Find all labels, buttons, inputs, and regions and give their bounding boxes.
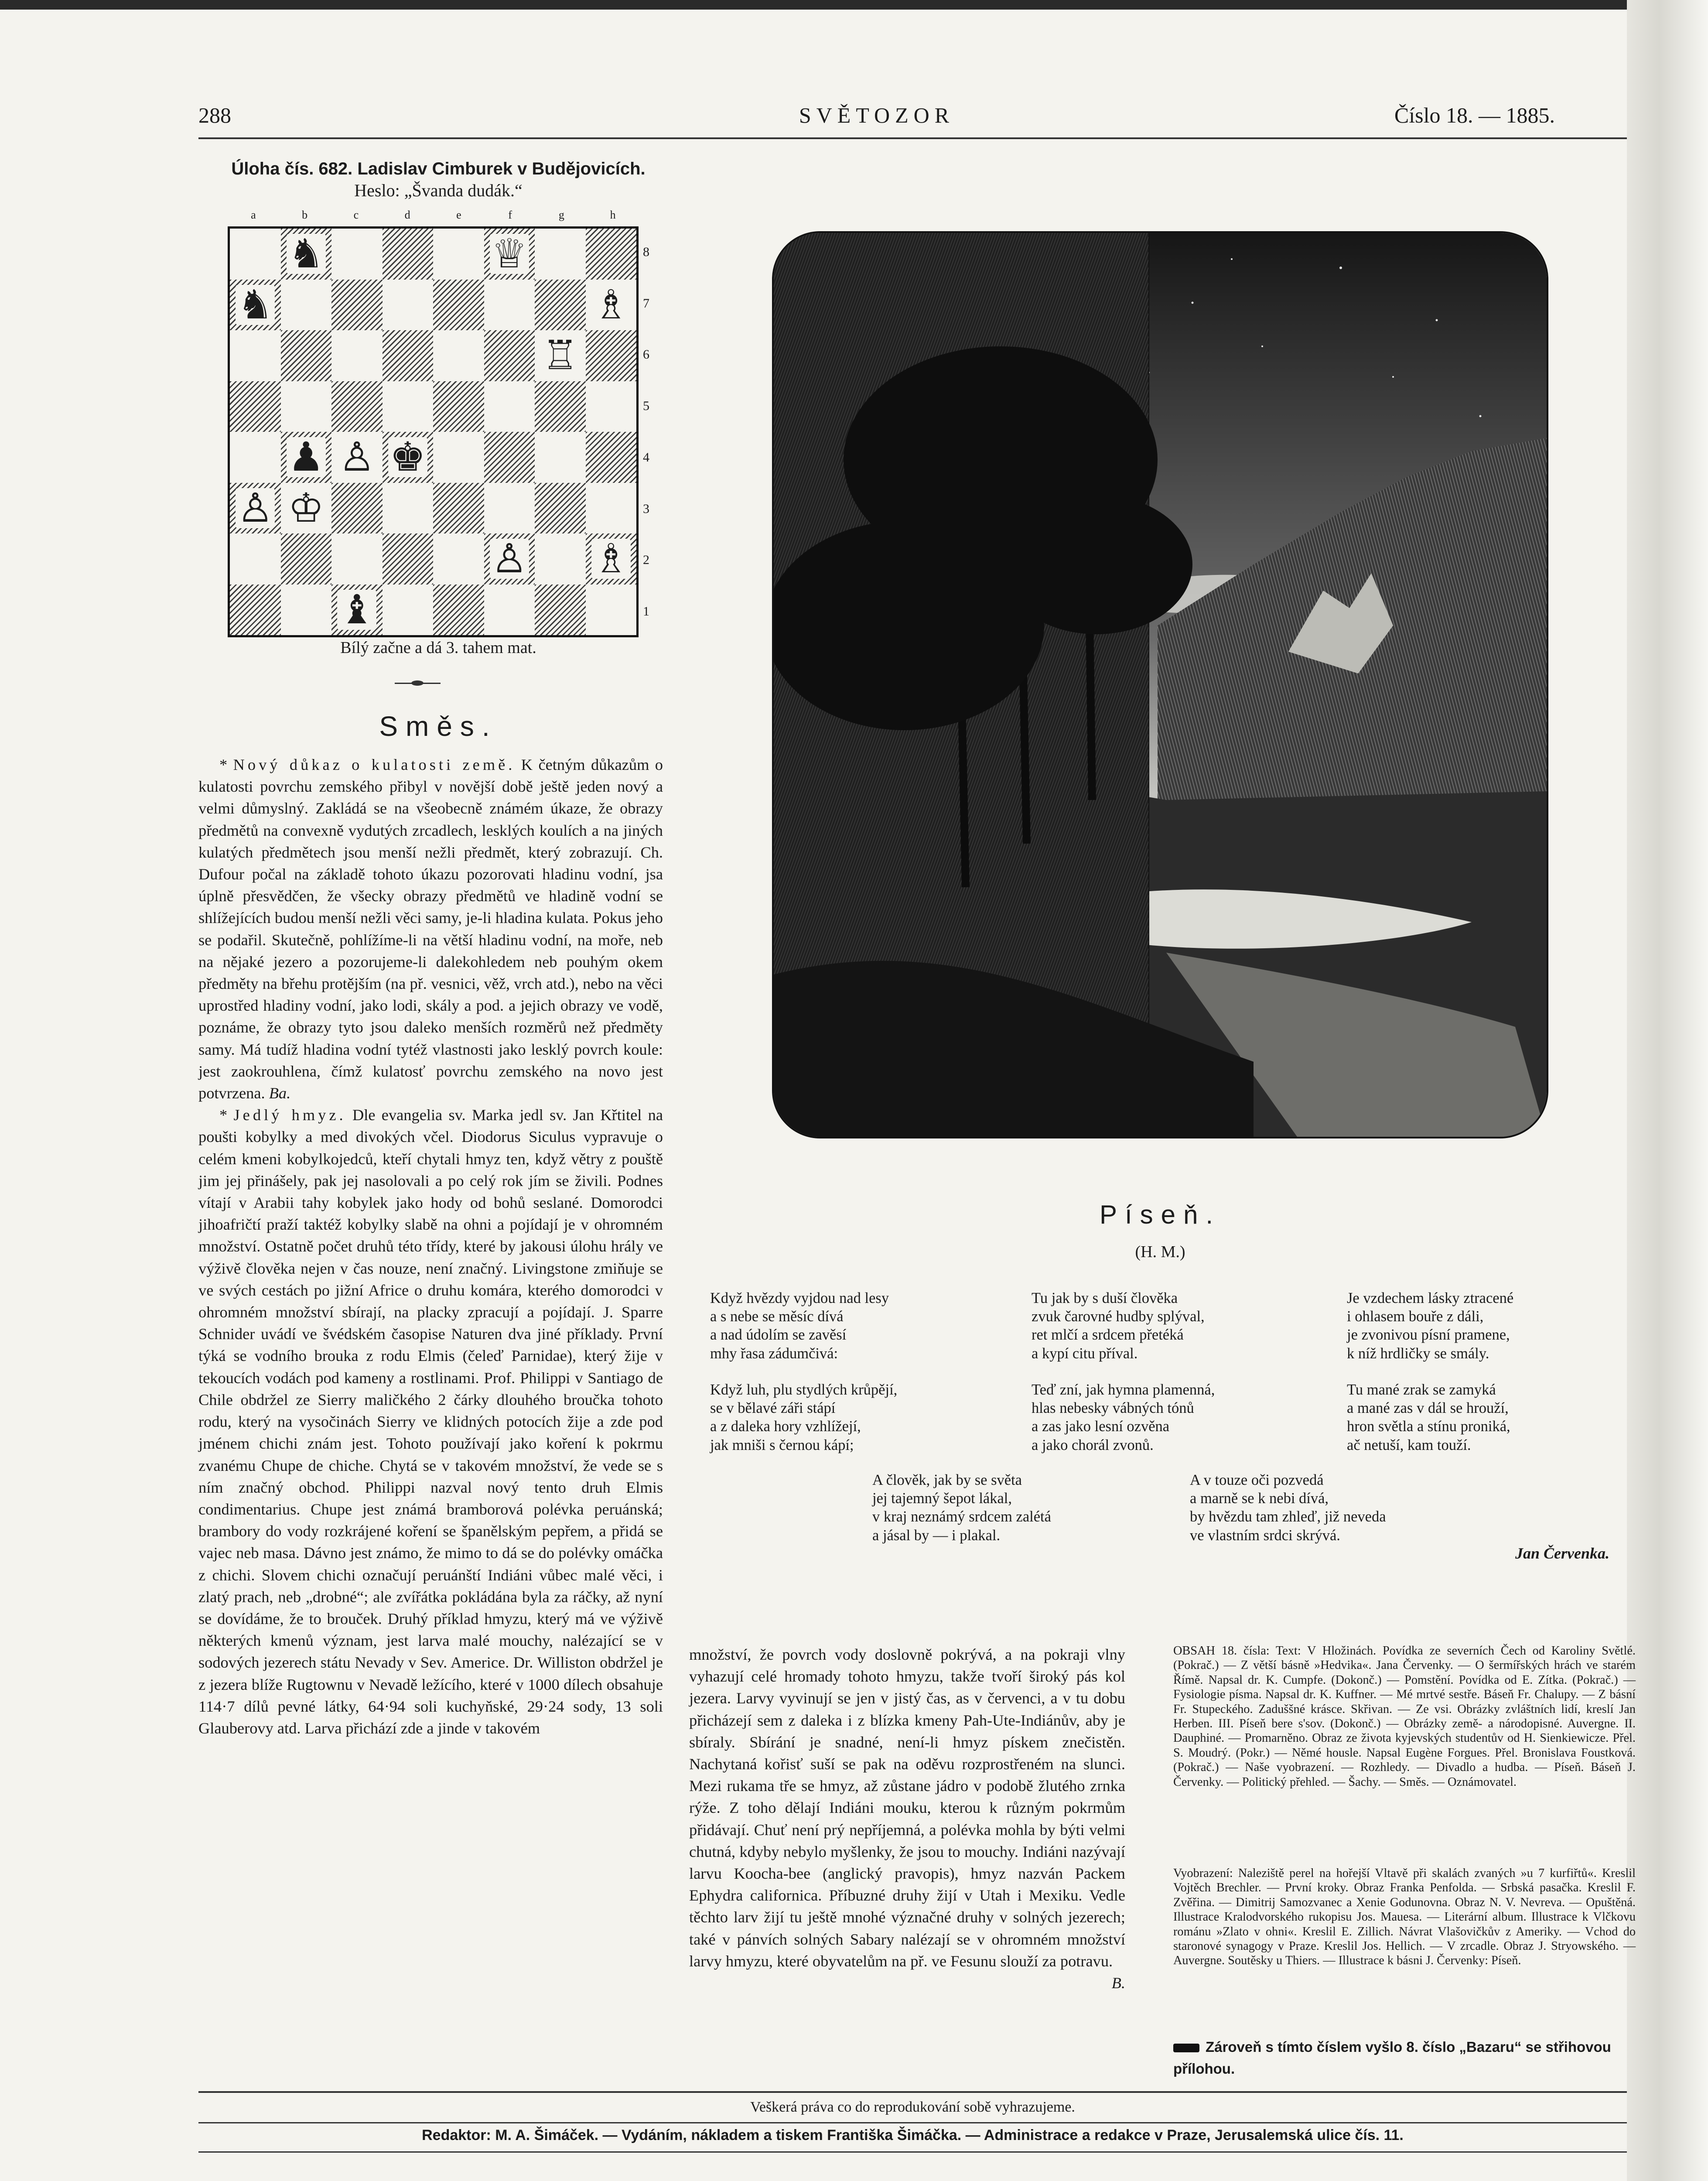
board-square	[230, 483, 281, 534]
board-square	[586, 483, 637, 534]
board-square	[383, 229, 434, 280]
board-square	[331, 432, 383, 483]
board-square	[433, 381, 484, 432]
chess-rank-labels	[643, 226, 656, 637]
file-label: f	[508, 209, 512, 221]
board-square	[535, 533, 586, 585]
board-square	[586, 533, 637, 585]
article-lead: Nový důkaz o kulatosti země.	[233, 756, 516, 773]
board-square	[484, 432, 535, 483]
chess-caption: Bílý začne a dá 3. tahem mat.	[340, 639, 536, 657]
board-square	[230, 432, 281, 483]
chess-piece-icon: ♟	[287, 437, 326, 477]
board-square	[586, 229, 637, 280]
rank-label: 1	[643, 604, 649, 619]
board-square	[331, 483, 383, 534]
article-lead: Jedlý hmyz.	[233, 1106, 346, 1124]
board-square	[281, 533, 332, 585]
board-square	[433, 483, 484, 534]
rank-label: 6	[643, 347, 649, 362]
chess-file-labels	[228, 209, 639, 222]
chess-problem-heading	[198, 158, 678, 202]
article-hmyz-continued	[689, 1644, 1125, 1992]
article-kulatost: * Nový důkaz o kulatosti země. K četným důkazům o kulatosti povrchu zemského přibyl v novější době ještě jeden nový a velmi důmyslný. Zakládá se na všeobecně známém úkaze, že obrazy předmětů na convexně vydutých zrcadlech, lesklých koulích a na jiných kulatých předmětech jsou menší nežli předmět, který zobrazují. Ch. Dufour počal na základě tohoto úkazu pozorovati hladinu vodní, jsa úplně přesvědčen, že všecky obrazy předmětů ve hladině vodní se shlížejících budou menší nežli věci samy, je-li hladina kulata. Pokus jeho se podařil. Skutečně, pohlížíme-li na větší hladinu vodní, na moře, neb na nějaké jezero a pozorujeme-li dalekohledem neb pouhým okem předměty na břehu protějším (na př. vesnici, věž, vrch atd.), nebo na věci uprostřed hladiny vodní, jako lodi, skály a pod. a jejich obrazy ve vodě, poznáme, že obrazy tyto jsou daleko menších rozměrů než předměty samy. Má tudíž hladina vodní tytéž vlastnosti jako lesklý povrch koule: jest zaokrouhlena, čímž kulatosť povrchu zemského na novo jest potvrzena. Ba.	[198, 756, 663, 1102]
chess-piece-icon: ♕	[490, 234, 529, 274]
rank-label: 5	[643, 399, 649, 414]
copyright-notice: Veškerá práva co do reprodukování sobě vyhrazujeme.	[750, 2099, 1075, 2115]
board-square	[230, 330, 281, 381]
supplement-notice	[1173, 2036, 1636, 2080]
file-label: g	[558, 209, 564, 221]
landscape-engraving	[772, 231, 1548, 1138]
board-square	[586, 432, 637, 483]
page-number: 288	[198, 103, 231, 127]
file-label: e	[456, 209, 461, 221]
poem-stanza: A člověk, jak by se světa jej tajemný šepot lákal, v kraj neznámý srdcem zalétá a jásal by — i plakal.	[872, 1472, 1051, 1544]
board-square	[281, 585, 332, 636]
board-square	[484, 533, 535, 585]
chess-piece-icon: ♞	[236, 285, 275, 325]
board-square	[586, 280, 637, 331]
board-square	[230, 585, 281, 636]
board-square	[484, 483, 535, 534]
board-square	[586, 381, 637, 432]
board-square	[281, 229, 332, 280]
board-square	[331, 381, 383, 432]
board-square	[230, 229, 281, 280]
board-square	[230, 381, 281, 432]
file-label: c	[353, 209, 359, 221]
article-body: množství, že povrch vody doslovně pokrývá, a na pokraji vlny vyhazují celé hromady tohoto hmyzu, takže tvoří široký pás kol jezera. Larvy vyvinují se jen v jistý čas, as v červenci, a v tu dobu přicházejí sem z daleka i z blízka kmeny Pah-Ute-Indiánův, aby je sbíraly. Sbírání je snadné, není-li hmyz pískem znečistěn. Nachytaná kořisť suší se pak na oděvu rozprostřeném na slunci. Mezi rukama tře se hmyz, až zůstane jádro v podobě žlutého zrnka rýže. Z toho dělají Indiáni mouku, kterou k různým pokrmům přidávají. Chuť není prý nepříjemná, a polévka mohla by býti velmi chutná, kdyby nebylo myšlenky, že jsou to mouchy. Indiáni nazývají larvu Koocha-bee (anglický pravopis), hmyz nazván Packem Ephydra californica. Příbuzné druhy žijí v Utah i Mexiku. Vedle těchto larv žijí tu ještě mnohé význačné druhy v solných jezerech; také v pánvích solných Sabary nalézají se v ohromném množství larvy hmyzu, které obyvatelům na př. ve Fesunu slouží za potravu.	[689, 1646, 1125, 1970]
rank-label: 8	[643, 244, 649, 259]
board-square	[230, 280, 281, 331]
board-square	[230, 533, 281, 585]
poem-stanza: Když hvězdy vyjdou nad lesy a s nebe se měsíc dívá a nad údolím se zavěsí mhy řasa zádumčivá:	[710, 1290, 889, 1362]
board-square	[535, 585, 586, 636]
board-square	[383, 330, 434, 381]
article-body: K četným důkazům o kulatosti povrchu zemského přibyl v novější době ještě jeden nový a velmi důmyslný. Zakládá se na všeobecně známém úkaze, že obrazy předmětů na convexně vydutých zrcadlech, lesklých koulích a na jiných kulatých předmětech jsou menší nežli předmět, který zobrazují. Ch. Dufour počal na základě tohoto úkazu pozorovati hladinu vodní, jsa úplně přesvědčen, že všecky obrazy předmětů ve hladině vodní se shlížejících budou menší nežli věci samy, je-li hladina kulata. Pokus jeho se podařil. Skutečně, pohlížíme-li na větší hladinu vodní, na moře, neb na nějaké jezero a pozorujeme-li dalekohledem neb pouhým okem předměty na břehu protějším (na př. vesnici, věž, vrch atd.), nebo na věci uprostřed hladiny vodní, jako lodi, skály a pod. a jejich obrazy ve vodě, poznáme, že obrazy tyto jsou daleko menších rozměrů než předměty samy. Má tudíž hladina vodní tytéž vlastnosti jako lesklý povrch koule: jest zaokrouhlena, čímž kulatosť povrchu zemského na novo jest potvrzena.	[198, 756, 663, 1102]
article-hmyz: * Jedlý hmyz. Dle evangelia sv. Marka jedl sv. Jan Křtitel na poušti kobylky a med divokých včel. Diodorus Siculus vypravuje o celém kmeni kobylkojedců, kteří chytali hmyz ten, když větry z pouště jim jej přinášely, pak jej nasolovali a po celý rok jím se živili. Podnes vítají v Arabii tahy kobylek jako hody od bohů seslané. Domorodci jihoafričtí praží taktéž kobylky slabě na ohni a pojídají je v ohromném množství. Ostatně počet druhů této třídy, které by jakousi úlohu hrály ve výživě člověka nejen v čas nouze, není značný. Livingstone zmiňuje se ve svých cestách po jižní Africe o druhu komára, kterého domorodci v ohromném množství sbírají, na placky zpracují a pojídají. J. Sparre Schnider uvádí ve švédském časopise Naturen dva jiné příklady. První týká se vodního brouka z rodu Elmis (čeleď Parnidae), který žije v tekoucích vodách pod kameny a rostlinami. Prof. Philippi v Santiago de Chile obdržel ze Sierry maličkého 2 čárky dlouhého broučka tohoto rodu, který na vysočinách Sierry ve klidných potocích žije a zde pod jménem chichi znám jest. Tohoto používají jako koření k pokrmu zvanému Chupe de chiche. Chytá se v takovém množství, že vede se s ním značný obchod. Philippi nazval nový tento druh Elmis condimentarius. Chupe jest známá bramborová polévka peruánská; brambory do vody rozkrájené koření se španělským pepřem, a přidá se vajec neb masa. Dávno jest známo, že mimo to dá se do polévky omáčka z chichi. Slovem chichi označují peruánští Indiáni vůbec malé věci, i zlatý prach, neb „drobné“; ale zvířátka pokládána byla za ráčky, až nyní se dovídáme, že to brouček. Druhý příklad hmyzu, který má ve výživě některých kmenů význam, jest larva malé mouchy, nalézající se v sodových jezerech státu Nevady v Sev. Americe. Dr. Williston obdržel je z jezera blíže Rugtownu v Nevadě ležícího, které v 1000 dílech obsahuje 114·7 dílů pevné látky, 64·94 soli kuchyňské, 29·24 sody, 13 soli Glauberovy atd. Larva přichází zde a jinde v takovém	[198, 1106, 663, 1737]
board-square	[484, 330, 535, 381]
running-header	[198, 103, 1555, 137]
magazine-title: SVĚTOZOR	[799, 103, 955, 127]
table-of-contents: OBSAH 18. čísla: Text: V Hložinách. Povídka ze severních Čech od Karoliny Světlé. (Pokrač.) — Z větší básně »Hedvika«. Jana Červenky. — O šermířských hrách ve starém Římě. Napsal dr. K. Cumpfe. (Dokonč.) — Pomstění. Povídka od E. Zítka. (Pokrač.) — Fysiologie písma. Napsal dr. K. Kuffner. — Mé mrtvé sestře. Báseň Fr. Chalupy. — Z básní Fr. Stupeckého. Zaduššné krásce. Skřivan. — Ze vsi. Obrázky zvláštních lidí, kreslí Jan Herben. III. Píseň bere s'sov. (Dokonč.) — Obrázky země- a národopisné. Auvergne. II. Dauphiné. — Promarněno. Obraz ze života kyjevských studentův od H. Sienkiewicze. Přel. S. Moudrý. (Pokr.) — Němé housle. Napsal Eugène Forgues. Přel. Bronislava Foustková. (Pokrač.) — Naše vyobrazení. — Rozhledy. — Divadlo a hudba. — Píseň. Báseň J. Červenky. — Politický přehled. — Šachy. — Směs. — Oznámovatel.	[1173, 1644, 1636, 1789]
board-square	[383, 533, 434, 585]
file-label: a	[251, 209, 256, 221]
ornament-divider	[395, 683, 441, 684]
chess-piece-icon: ♖	[540, 335, 580, 376]
smes-column-left	[198, 754, 663, 1739]
board-square	[586, 585, 637, 636]
file-label: d	[404, 209, 410, 221]
board-square	[281, 330, 332, 381]
rank-label: 3	[643, 501, 649, 516]
board-square	[383, 432, 434, 483]
chess-board	[228, 226, 639, 637]
issue-number: Číslo 18. — 1885.	[1394, 103, 1555, 127]
board-square	[535, 330, 586, 381]
board-square	[331, 533, 383, 585]
board-square	[383, 585, 434, 636]
board-square	[535, 432, 586, 483]
chess-problem-title: Úloha čís. 682. Ladislav Cimburek v Budějovicích.	[231, 159, 646, 178]
board-square	[383, 483, 434, 534]
rank-label: 7	[643, 296, 649, 311]
board-square	[535, 280, 586, 331]
night-landscape-illustration	[774, 233, 1547, 1137]
article-body: Dle evangelia sv. Marka jedl sv. Jan Křtitel na poušti kobylky a med divokých včel. Diodorus Siculus vypravuje o celém kmeni kobylkojedců, kteří chytali hmyz ten, když větry z pouště jim jej přinášely, pak jej nasolovali a po celý rok jím se živili. Podnes vítají v Arabii tahy kobylek jako hody od bohů seslané. Domorodci jihoafričtí praží taktéž kobylky slabě na ohni a pojídají je v ohromném množství. Ostatně počet druhů této třídy, které by jakousi úlohu hrály ve výživě člověka nejen v čas nouze, není značný. Livingstone zmiňuje se ve svých cestách po jižní Africe o druhu komára, kterého domorodci v ohromném množství sbírají, na placky zpracují a pojídají. J. Sparre Schnider uvádí ve švédském časopise Naturen dva jiné příklady. První týká se vodního brouka z rodu Elmis (čeleď Parnidae), který žije v tekoucích vodách pod kameny a rostlinami. Prof. Philippi v Santiago de Chile obdržel ze Sierry maličkého 2 čárky dlouhého broučka tohoto rodu, který na vysočinách Sierry ve klidných potocích žije a zde pod jménem chichi znám jest. Tohoto používají jako koření k pokrmu zvanému Chupe de chiche. Chytá se v takovém množství, že vede se s ním značný obchod. Philippi nazval nový tento druh Elmis condimentarius. Chupe jest známá bramborová polévka peruánská; brambory do vody rozkrájené koření se španělským pepřem, a přidá se vajec neb masa. Dávno jest známo, že mimo to dá se do polévky omáčka z chichi. Slovem chichi označují peruánští Indiáni vůbec malé věci, i zlatý prach, neb „drobné“; ale zvířátka pokládána byla za ráčky, až nyní se dovídáme, že to brouček. Druhý příklad hmyzu, který má ve výživě některých kmenů význam, jest larva malé mouchy, nalézající se v sodových jezerech státu Nevady v Sev. Americe. Dr. Williston obdržel je z jezera blíže Rugtownu v Nevadě ležícího, které v 1000 dílech obsahuje 114·7 dílů pevné látky, 64·94 soli kuchyňské, 29·24 sody, 13 soli Glauberovy atd. Larva přichází zde a jinde v takovém	[198, 1106, 663, 1737]
footer-rule	[198, 2091, 1627, 2093]
article-signature: Ba.	[269, 1084, 291, 1102]
file-label: b	[302, 209, 308, 221]
board-square	[331, 280, 383, 331]
board-square	[331, 229, 383, 280]
board-square	[433, 432, 484, 483]
chess-piece-icon: ♙	[236, 488, 275, 528]
chess-piece-icon: ♚	[388, 437, 427, 477]
chess-piece-icon: ♗	[591, 539, 631, 579]
board-square	[484, 229, 535, 280]
board-square	[281, 280, 332, 331]
poem-stanza: Teď zní, jak hymna plamenná, hlas nebesky vábných tónů a zas jako lesní ozvěna a jako chorál zvonů.	[1032, 1381, 1215, 1453]
chess-piece-icon: ♔	[287, 488, 326, 528]
imprint: Redaktor: M. A. Šimáček. — Vydáním, nákladem a tiskem Františka Šimáčka. — Administrace a redakce v Praze, Jerusalemská ulice čís. 11.	[422, 2127, 1404, 2143]
header-rule	[198, 137, 1627, 139]
board-square	[535, 229, 586, 280]
supplement-notice-text: Zároveň s tímto číslem vyšlo 8. číslo „Bazaru“ se střihovou přílohou.	[1173, 2039, 1611, 2077]
poem-author: Jan Červenka.	[1515, 1545, 1609, 1562]
board-square	[484, 585, 535, 636]
pointing-hand-icon	[1173, 2044, 1199, 2052]
board-square	[586, 330, 637, 381]
board-square	[331, 330, 383, 381]
board-square	[383, 280, 434, 331]
chess-piece-icon: ♞	[287, 234, 326, 274]
board-square	[433, 280, 484, 331]
board-square	[281, 432, 332, 483]
smes-column-middle	[689, 1644, 1125, 1994]
board-square	[535, 381, 586, 432]
board-square	[535, 483, 586, 534]
chess-piece-icon: ♝	[337, 590, 376, 630]
poem-stanza: Tu mané zrak se zamyká a mané zas v dál se hrouží, hron světla a stínu proniká, ač netuší, kam touží.	[1347, 1381, 1510, 1453]
article-signature: B.	[1111, 1974, 1125, 1992]
poem-stanza: Je vzdechem lásky ztracené i ohlasem bouře z dáli, je zvonivou písní pramene, k níž hrdličky se smály.	[1347, 1290, 1514, 1362]
chess-piece-icon: ♙	[337, 437, 376, 477]
board-square	[484, 381, 535, 432]
board-square	[433, 585, 484, 636]
poem-stanza: Tu jak by s duší člověka zvuk čarovné hudby splýval, ret mlčí a srdcem přetéká a kypí citu příval.	[1032, 1290, 1205, 1362]
board-square	[484, 280, 535, 331]
chess-problem-motto: Heslo: „Švanda dudák.“	[354, 181, 523, 200]
poem-title: Píseň.	[1099, 1200, 1221, 1229]
poem-subtitle: (H. M.)	[1135, 1243, 1185, 1261]
scan-edge-right	[1627, 0, 1708, 2181]
illustrations-list: Vyobrazení: Naleziště perel na hořejší Vltavě při skalách zvaných »u 7 kurfiřtů«. Kreslil Vojtěch Brechler. — První kroky. Obraz Franka Penfolda. — Srbská pasačka. Kreslil F. Zvěřina. — Dimitrij Samozvanec a Xenie Godunovna. Obraz N. V. Nevreva. — Opuštěná. Illustrace Kralodvorského rukopisu Jos. Mauesa. — Literární album. Illustrace k Vlčkovu románu »Zlato v ohni«. Kreslil E. Zillich. Návrat Vlašovičkův z Ameriky. — Vchod do staronové synagogy v Praze. Kreslil Jos. Hellich. — V zrcadle. Obraz J. Stryowského. — Auvergne. Soutěsky u Thiers. — Illustrace k básni J. Červenky: Píseň.	[1173, 1866, 1636, 1968]
section-heading-smes: Směs.	[379, 711, 498, 742]
board-square	[383, 381, 434, 432]
board-square	[281, 483, 332, 534]
file-label: h	[610, 209, 616, 221]
footer-rule	[198, 2151, 1627, 2153]
board-square	[433, 229, 484, 280]
scan-edge-top	[0, 0, 1708, 10]
rank-label: 4	[643, 450, 649, 465]
board-square	[433, 330, 484, 381]
chess-piece-icon: ♙	[490, 539, 529, 579]
board-square	[281, 381, 332, 432]
poem-stanza: Když luh, plu stydlých krůpějí, se v bělavé záři stápí a z daleka hory vzhlížejí, jak mniši s černou kápí;	[710, 1381, 898, 1453]
footer-rule	[198, 2122, 1627, 2123]
rank-label: 2	[643, 553, 649, 567]
poem-stanza: A v touze oči pozvedá a marně se k nebi dívá, by hvězdu tam zhleď, již neveda ve vlastním srdci skrývá.	[1190, 1472, 1386, 1544]
board-square	[331, 585, 383, 636]
board-square	[433, 533, 484, 585]
chess-piece-icon: ♗	[591, 285, 631, 325]
